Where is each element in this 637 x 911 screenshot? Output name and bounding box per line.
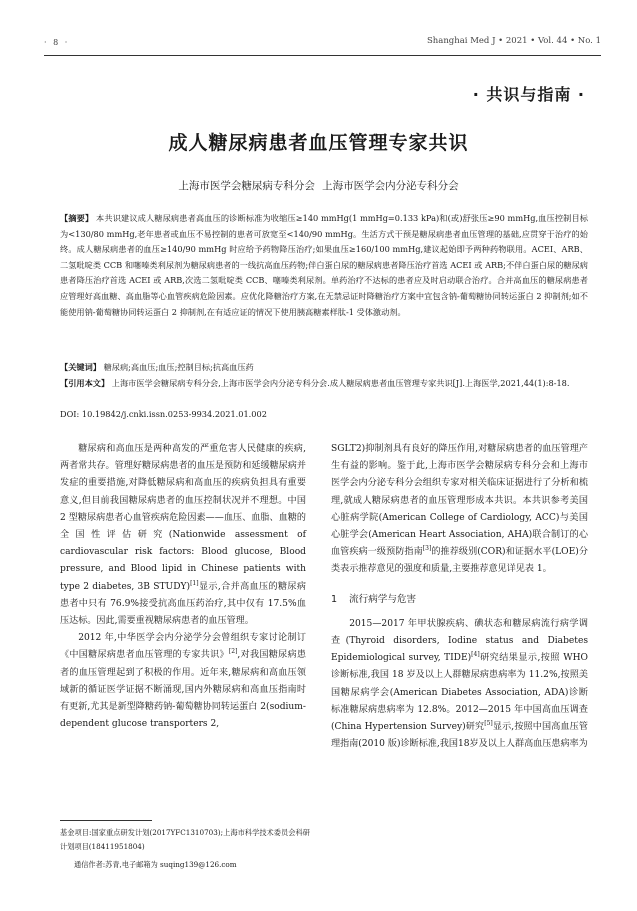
citation-label: 【引用本文】	[60, 378, 110, 388]
section-heading	[331, 591, 588, 608]
journal-info: Shanghai Med J • 2021 • Vol. 44 • No. 1	[426, 36, 601, 46]
paragraph-text: 的推荐级别(COR)和证据水平(LOE)分类表示推荐意见的强度和质量,主要推荐意见详见表 1。	[331, 547, 588, 575]
section-tag: · 共识与指南 ·	[472, 85, 585, 104]
reference-mark: [3]	[422, 545, 432, 553]
keywords-text: 糖尿病;高血压;血压;控制目标;抗高血压药	[103, 362, 254, 372]
correspondence-note: 通信作者:苏青,电子邮箱为 suqing139@126.com	[74, 860, 237, 869]
keywords-label: 【关键词】	[60, 362, 101, 372]
footnote-rule	[60, 820, 152, 821]
body-left-column	[60, 441, 306, 733]
citation	[60, 376, 588, 392]
article-authors: 上海市医学会糖尿病专科分会 上海市医学会内分泌专科分会	[178, 180, 459, 192]
paragraph-text: 2012 年,中华医学会内分泌学分会曾组织专家讨论制订《中国糖尿病患者血压管理的专家共识》	[60, 633, 306, 661]
paragraph	[60, 630, 306, 733]
paragraph-text: SGLT2)抑制剂具有良好的降压作用,对糖尿病患者的血压管理产生有益的影响。鉴于此,上海市医学会糖尿病专科分会和上海市医学会内分泌专科分会组织专家对相关临床证据进行了分析和梳理,就成人糖尿病患者的血压管理形成本共识。本共识参考美国心脏病学院(American College of Cardiology, ACC)与美国心脏学会(American Heart Association, AHA)联合制订的心血管疾病一级预防指南	[331, 444, 588, 558]
page-number: · 8 ·	[44, 38, 70, 47]
citation-text: 上海市医学会糖尿病专科分会,上海市医学会内分泌专科分会.成人糖尿病患者血压管理专家共识[J].上海医学,2021,44(1):8-18.	[111, 378, 570, 388]
running-header	[44, 36, 601, 50]
section-heading-text: 流行病学与危害	[349, 593, 417, 605]
paragraph-text: 显示,按照中国高血压管理指南(2010 版)诊断标准,我国18岁及以上人群高血压患病率为	[331, 722, 588, 750]
reference-mark: [4]	[471, 651, 480, 659]
body-right-column	[331, 441, 588, 753]
abstract	[60, 211, 588, 320]
article-title: 成人糖尿病患者血压管理专家共识	[168, 132, 469, 154]
keywords	[60, 360, 588, 376]
paragraph-text: 糖尿病和高血压是两种高发的严重危害人民健康的疾病,两者常共存。管理好糖尿病患者的血压是预防和延缓糖尿病并发症的重要措施,对降低糖尿病和高血压的疾病负担具有重要意义,但目前我国糖尿病患者的血压控制状况并不理想。中国 2 型糖尿病患者心血管疾病危险因素——血压、血脂、血糖的全国性评估研究(Nationwide assessment of cardiovascular risk factors: Blood glucose, Blood pressure, and Blood lipid in Chinese patients with type 2 diabetes, 3B STUDY)	[60, 444, 306, 592]
footnote	[60, 826, 310, 872]
reference-mark: [1]	[190, 579, 199, 587]
paragraph	[331, 616, 588, 754]
funding-note: 基金项目:国家重点研发计划(2017YFC1310703);上海市科学技术委员会科研计划项目(18411951804)	[60, 828, 310, 851]
reference-mark: [2]	[228, 648, 238, 656]
paragraph-text: 显示,合并高血压的糖尿病患者中只有 76.9%接受抗高血压药治疗,其中仅有 17.5%血压达标。因此,需要重视糖尿病患者的血压管理。	[60, 581, 306, 627]
abstract-text: 本共识建议成人糖尿病患者高血压的诊断标准为收缩压≥140 mmHg(1 mmHg=0.133 kPa)和(或)舒张压≥90 mmHg,血压控制目标为<130/80 mmHg,老年患者或血压不易控制的患者可放宽至<140/90 mmHg。生活方式干预是糖尿病患者血压管理的基础,应贯穿于治疗的始终。成人糖尿病患者的血压≥140/90 mmHg 时应给予药物降压治疗;如果血压≥160/100 mmHg,建议起始即予两种药物联用。ACEI、ARB、二氢吡啶类 CCB 和噻嗪类利尿剂为糖尿病患者的一线抗高血压药物;伴白蛋白尿的糖尿病患者降压治疗首选 ACEI 或 ARB;不伴白蛋白尿的糖尿病患者降压治疗首选 ACEI 或 ARB,次选二氢吡啶类 CCB、噻嗪类利尿剂。单药治疗不达标的患者应及时启动联合治疗。合并高血压的糖尿病患者应管理好高血糖、高血脂等心血管疾病危险因素。应优化降糖治疗方案,在无禁忌证时降糖治疗方案中宜包含钠-葡萄糖协同转运蛋白 2 抑制剂;如不能使用钠-葡萄糖协同转运蛋白 2 抑制剂,在有适应证的情况下使用胰高糖素样肽-1 受体激动剂。	[60, 213, 588, 317]
header-rule	[44, 55, 601, 56]
paragraph-text: 研究结果显示,按照 WHO 诊断标准,我国 18 岁及以上人群糖尿病患病率为 11.2%,按照美国糖尿病学会(American Diabetes Association, ADA)诊断标准糖尿病患病率为 12.8%。2012—2015 年中国高血压调查(China Hypertension Survey)研究	[331, 653, 588, 733]
paragraph	[331, 441, 588, 579]
abstract-label: 【摘要】	[60, 213, 94, 223]
doi: DOI: 10.19842/j.cnki.issn.0253-9934.2021.01.002	[60, 409, 267, 419]
paragraph-text: ,对我国糖尿病患者的血压管理起到了积极的作用。近年来,糖尿病和高血压领域新的循证医学证据不断涌现,国内外糖尿病和高血压指南时有更新,尤其是新型降糖药钠-葡萄糖协同转运蛋白 2(sodium-dependent glucose transporters 2,	[60, 650, 306, 730]
paragraph-text: 2015—2017 年甲状腺疾病、碘状态和糖尿病流行病学调查(Thyroid disorders, Iodine status and Diabetes Epidemiological survey, TIDE)	[331, 618, 588, 664]
paragraph	[60, 441, 306, 630]
reference-mark: [5]	[484, 720, 493, 728]
section-number: 1	[331, 593, 338, 605]
